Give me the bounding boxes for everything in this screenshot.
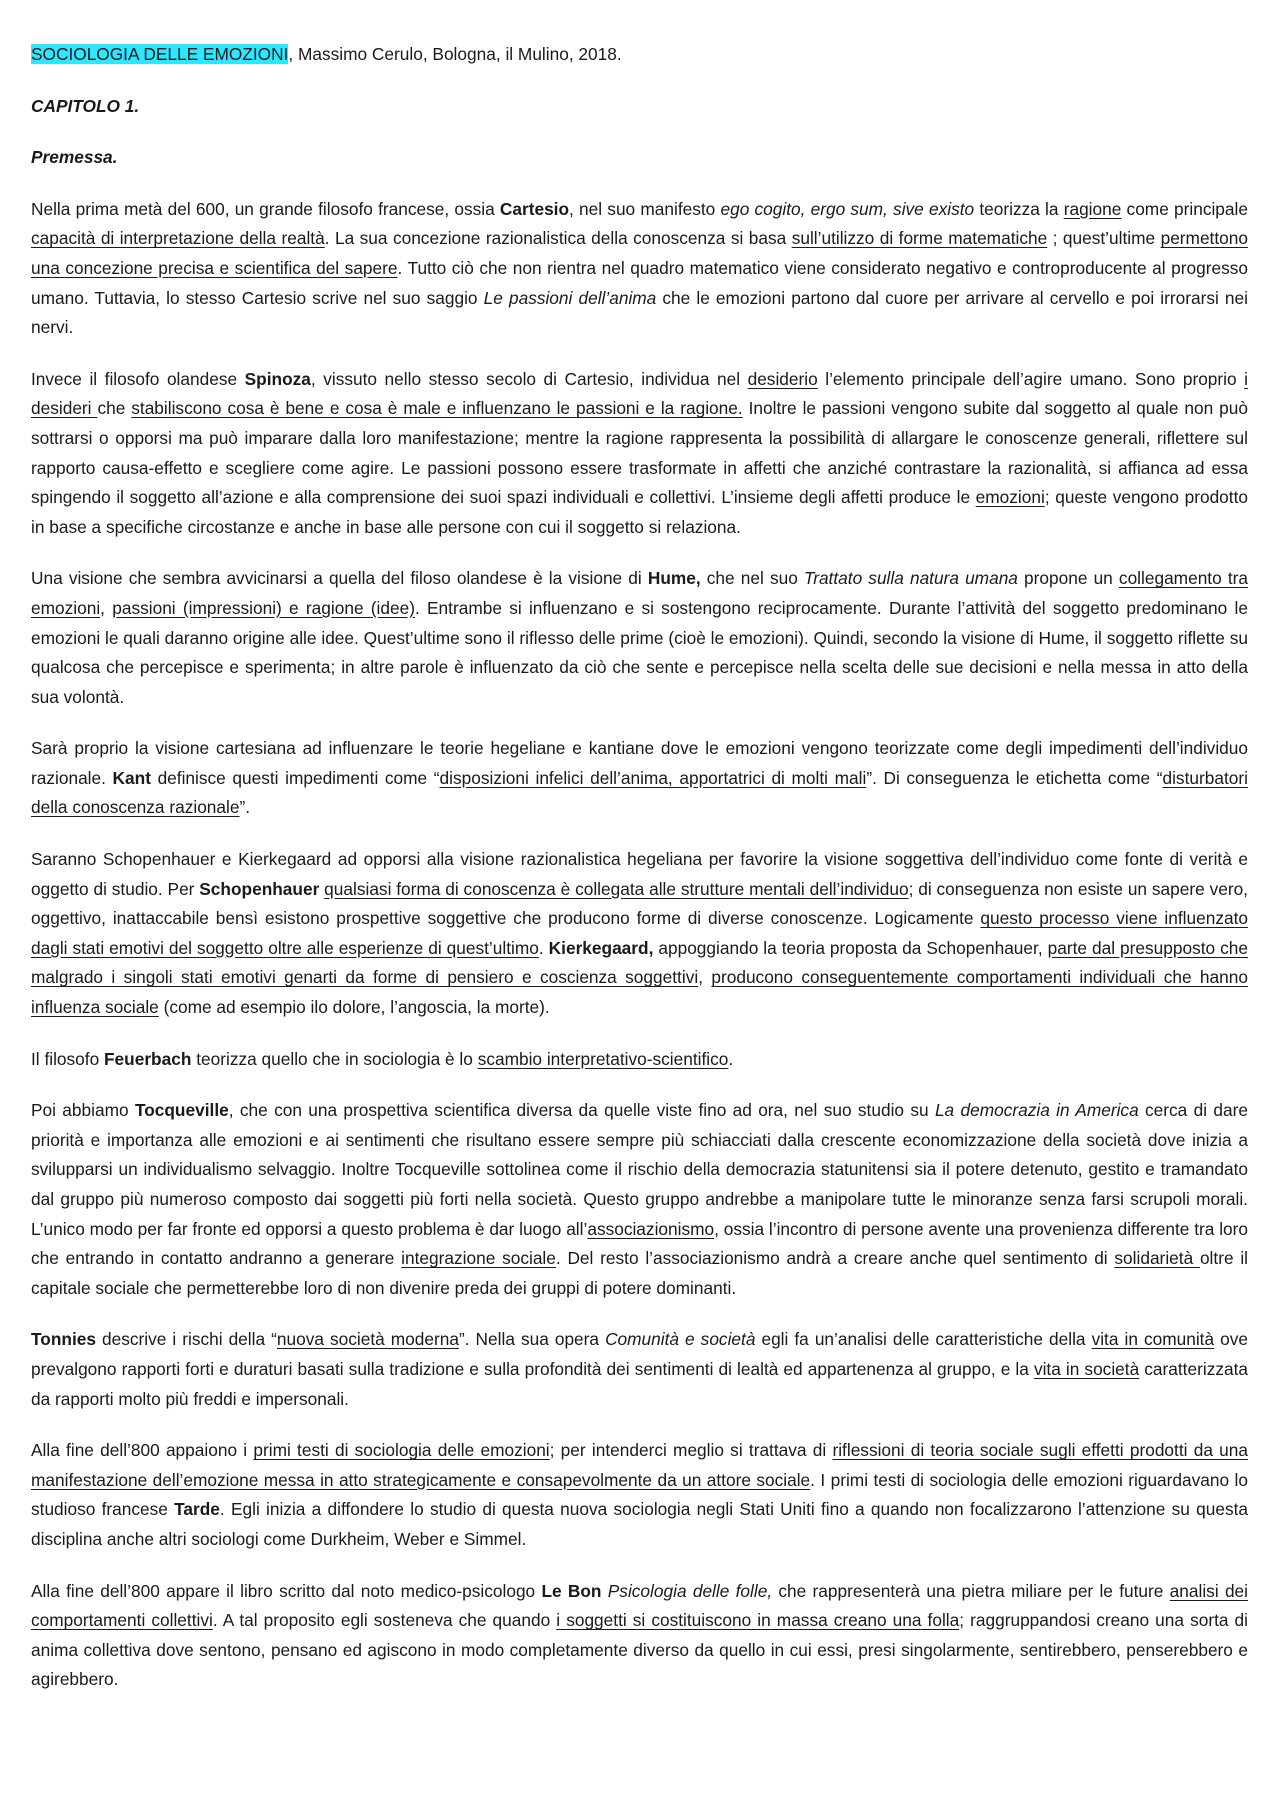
paragraph-kant: Sarà proprio la visione cartesiana ad influenzare le teorie hegeliane e kantiane dove le emozioni vengono teorizzate come degli impedimenti dell’individuo razionale. Kant definisce questi impedimenti come “disposizioni infelici dell’anima, apportatrici di molti mali”. Di conseguenza le etichetta come “disturbatori della conoscenza razionale”. [31, 738, 1248, 818]
paragraph-tarde: Alla fine dell’800 appaiono i primi testi di sociologia delle emozioni; per intenderci meglio si trattava di riflessioni di teoria sociale sugli effetti prodotti da una manifestazione dell’emozione messa in atto strategicamente e consapevolmente da un attore sociale. I primi testi di sociologia delle emozioni riguardavano lo studioso francese Tarde. Egli inizia a diffondere lo studio di questa nuova sociologia negli Stati Uniti fino a quando non focalizzarono l’attenzione su questa disciplina anche altri sociologi come Durkheim, Weber e Simmel. [31, 1440, 1249, 1549]
paragraph-feuerbach: Il filosofo Feuerbach teorizza quello che in sociologia è lo scambio interpretativo-scientifico. [31, 1048, 734, 1069]
paragraph-le-bon: Alla fine dell’800 appare il libro scritto dal noto medico-psicologo Le Bon Psicologia delle folle, che rappresenterà una pietra miliare per le future analisi dei comportamenti collettivi. A tal proposito egli sosteneva che quando i soggetti si costituiscono in massa creano una folla; raggruppandosi creano una sorta di anima collettiva dove sentono, pensano ed agiscono in modo completamente diverso da quello in cui essi, presi singolarmente, sentirebbero, penserebbero e agirebbero. [31, 1580, 1249, 1690]
paragraph-schopenhauer-kierkegaard: Saranno Schopenhauer e Kierkegaard ad opporsi alla visione razionalistica hegeliana per favorire la visione soggettiva dell’individuo come fonte di verità e oggetto di studio. Per Schopenhauer qualsiasi forma di conoscenza è collegata alle strutture mentali dell’individuo; di conseguenza non esiste un sapere vero, oggettivo, inattaccabile bensì esistono prospettive soggettive che producono forme di diverse conoscenze. Logicamente questo processo viene influenzato dagli stati emotivi del soggetto oltre alle esperienze di quest’ultimo. Kierkegaard, appoggiando la teoria proposta da Schopenhauer, parte dal presupposto che malgrado i singoli stati emotivi genarti da forme di pensiero e coscienza soggettivi, producono conseguentemente comportamenti individuali che hanno influenza sociale (come ad esempio ilo dolore, l’angoscia, la morte). [31, 849, 1249, 1018]
paragraph-spinoza: Invece il filosofo olandese Spinoza, vissuto nello stesso secolo di Cartesio, individua nel desiderio l’elemento principale dell’agire umano. Sono proprio i desideri che stabiliscono cosa è bene e cosa è male e influenzano le passioni e la ragione. Inoltre le passioni vengono subite dal soggetto al quale non può sottrarsi o opporsi ma può imparare dalla loro manifestazione; mentre la ragione rappresenta la possibilità di allargare le conoscenze generali, riflettere sul rapporto causa-effetto e scegliere come agire. Le passioni possono essere trasformate in affetti che anziché contrastare la razionalità, si affianca ad essa spingendo il soggetto all’azione e alla comprensione dei suoi spazi individuali e collettivi. L’insieme degli affetti produce le emozioni; queste vengono prodotto in base a specifiche circostanze e anche in base alle persone con cui il soggetto si relaziona. [31, 368, 1249, 537]
paragraph-tocqueville: Poi abbiamo Tocqueville, che con una prospettiva scientifica diversa da quelle viste fino ad ora, nel suo studio su La democrazia in America cerca di dare priorità e importanza alle emozioni e ai sentimenti che risultano essere sempre più schiacciati dalla crescente economizzazione della società dove inizia a svilupparsi un individualismo selvaggio. Inoltre Tocqueville sottolinea come il rischio della democrazia statunitensi sia il potere detenuto, gestito e tramandato dal gruppo più numeroso composto dai soggetti più forti nella società. Questo gruppo andrebbe a manipolare tutte le minoranze senza farsi scrupoli morali. L’unico modo per far fronte ed opporsi a questo problema è dar luogo all’associazionismo, ossia l’incontro di persone avente una provenienza differente tra loro che entrando in contatto andranno a generare integrazione sociale. Del resto l’associazionismo andrà a creare anche quel sentimento di solidarietà oltre il capitale sociale che permetterebbe loro di non divenire preda dei gruppi di potere dominanti. [31, 1100, 1249, 1298]
section-title: Premessa. [31, 147, 118, 168]
paragraph-cartesio: Nella prima metà del 600, un grande filosofo francese, ossia Cartesio, nel suo manifesto ego cogito, ergo sum, sive existo teorizza la ragione come principale capacità di interpretazione della realtà. La sua concezione razionalistica della conoscenza si basa sull’utilizzo di forme matematiche ; quest’ultime permettono una concezione precisa e scientifica del sapere. Tutto ciò che non rientra nel quadro matematico viene considerato negativo e controproducente al progresso umano. Tuttavia, lo stesso Cartesio scrive nel suo saggio Le passioni dell’anima che le emozioni partono dal cuore per arrivare al cervello e poi irrorarsi nei nervi. [31, 198, 1248, 338]
paragraph-hume: Una visione che sembra avvicinarsi a quella del filoso olandese è la visione di Hume, che nel suo Trattato sulla natura umana propone un collegamento tra emozioni, passioni (impressioni) e ragione (idee). Entrambe si influenzano e si sostengono reciprocamente. Durante l’attività del soggetto predominano le emozioni le quali daranno origine alle idee. Quest’ultime sono il riflesso delle prime (cioè le emozioni). Quindi, secondo la visione di Hume, il soggetto riflette su qualcosa che percepisce e sperimenta; in altre parole è influenzato da ciò che sente e percepisce nella scelta delle sue decisioni e nella messa in atto della sua volontà. [31, 568, 1248, 707]
book-reference [31, 40, 1248, 70]
highlighted-book-title: SOCIOLOGIA DELLE EMOZIONI [31, 44, 289, 64]
paragraph-tonnies: Tonnies descrive i rischi della “nuova società moderna”. Nella sua opera Comunità e società egli fa un’analisi delle caratteristiche della vita in comunità ove prevalgono rapporti forti e duraturi basati sulla tradizione e sulla profondità dei sentimenti di lealtà ed appartenenza al gruppo, e la vita in società caratterizzata da rapporti molto più freddi e impersonali. [31, 1329, 1248, 1409]
chapter-title: CAPITOLO 1. [31, 95, 140, 116]
book-citation: , Massimo Cerulo, Bologna, il Mulino, 2018. [288, 44, 622, 64]
